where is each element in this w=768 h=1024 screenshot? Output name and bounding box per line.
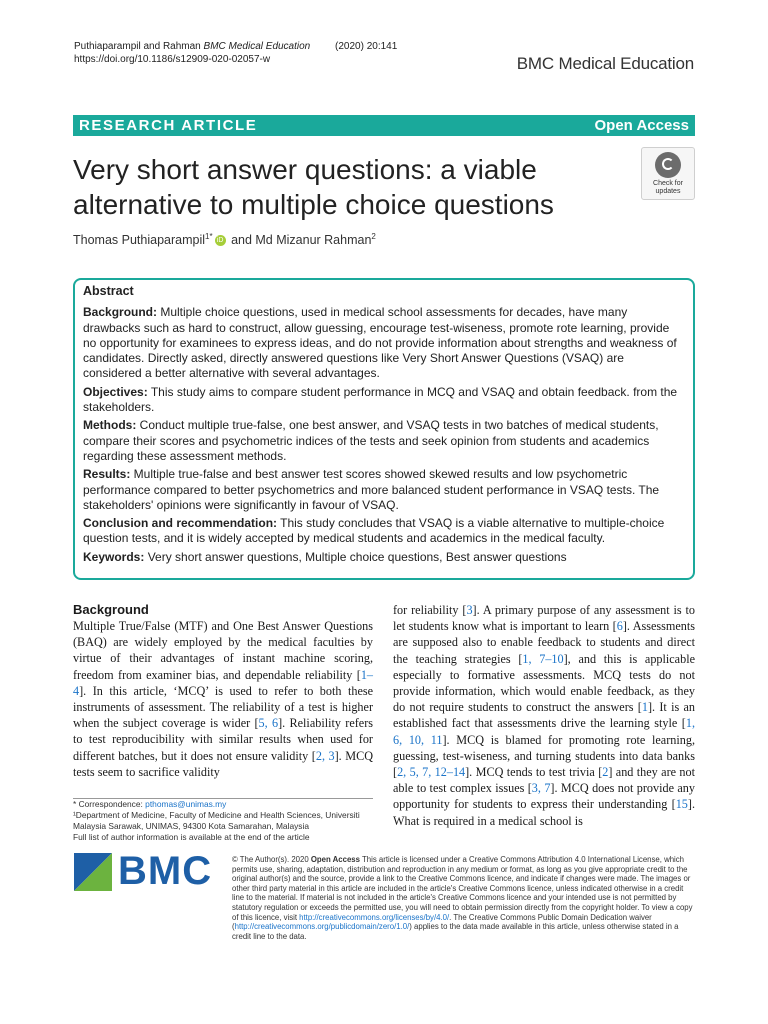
- abstract-keywords: [83, 550, 683, 565]
- body-column-left: [73, 602, 373, 780]
- abstract-background-text: Multiple choice questions, used in medical school assessments for decades, have many drawbacks such as hard to construct, allow guessing, encourage test-wiseness, promote rote learning, provide no opportunity for examinees to express ideas, and do not provide information about strengths and weakness of candidates. Directly asked, directly answered questions like Very Short Answer Questions (VSAQ) are considered a better alternative with several advantages.: [83, 305, 677, 381]
- body-column-right: [393, 602, 695, 829]
- body-text: ]. MCQ tends to test trivia [: [465, 765, 603, 780]
- body-paragraph-left: [73, 618, 373, 780]
- author-1-affil: 1*: [205, 232, 213, 241]
- body-text: ]. In this article, ‘MCQ’ is used to refer to both these instruments of assessment. The reliability of a test is higher when the subject coverage is wider [: [73, 683, 373, 731]
- author-2-affil: 2: [371, 232, 376, 241]
- citation-link[interactable]: 2, 3: [315, 748, 335, 763]
- citation-authors: Puthiaparampil and Rahman: [74, 41, 201, 52]
- license-text: This article is licensed under a Creative Commons Attribution 4.0 International License, which permits use, sharing, adaptation, distribution and reproduction in any medium or format, as long as you give appropriate credit to the original author(s) and the source, provide a link to the Creative Commons licence, and indicate if changes were made. The images or other third party material in this article are included in the article's Creative Commons licence, unless indicated otherwise in a credit line to the material. If material is not included in the article's Creative Commons licence and your intended use is not permitted by statutory regulation or exceeds the permitted use, you will need to obtain permission directly from the copyright holder. To view a copy of this licence, visit: [232, 855, 693, 922]
- abstract-results-label: Results:: [83, 467, 131, 482]
- license-text: ) applies to the data made available in this article, unless otherwise stated in a credit line to the data.: [232, 922, 679, 941]
- abstract-methods: [83, 418, 683, 464]
- abstract-keywords-text: Very short answer questions, Multiple choice questions, Best answer questions: [144, 549, 567, 564]
- license-text: © The Author(s). 2020: [232, 855, 311, 864]
- citation-link[interactable]: 2, 5, 7, 12–14: [397, 765, 466, 780]
- section-heading-background: Background: [73, 602, 149, 617]
- body-text: for reliability [: [393, 603, 467, 617]
- journal-brand: BMC Medical Education: [516, 54, 694, 73]
- bmc-logo-icon: [74, 853, 112, 891]
- correspondence-label: * Correspondence:: [73, 799, 146, 809]
- abstract-heading: Abstract: [83, 284, 134, 298]
- license-link[interactable]: http://creativecommons.org/licenses/by/4.0/: [299, 912, 450, 922]
- abstract-keywords-label: Keywords:: [83, 549, 145, 564]
- body-text: ]. MCQ does not provide any opportunity for students to express their understanding [: [393, 781, 695, 812]
- article-title: Very short answer questions: a viable alternative to multiple choice questions: [73, 154, 554, 220]
- body-text: ]. What is required in a medical school is: [393, 797, 695, 828]
- abstract-results: [83, 467, 683, 513]
- correspondence-email[interactable]: pthomas@unimas.my: [145, 799, 227, 809]
- abstract-methods-label: Methods:: [83, 418, 137, 433]
- abstract-background: [83, 305, 683, 381]
- abstract-objectives-text: This study aims to compare student performance in MCQ and VSAQ and obtain feedback. from the stakeholders.: [83, 384, 678, 415]
- author-list: [73, 232, 376, 247]
- body-text: ]. MCQ tests seem to sacrifice validity: [73, 748, 374, 779]
- citation-link[interactable]: 1, 6, 10, 11: [393, 716, 695, 747]
- citation-header: [74, 40, 397, 66]
- citation-journal: BMC Medical Education: [203, 41, 311, 52]
- check-updates-icon: [655, 152, 681, 178]
- abstract-background-label: Background:: [83, 305, 158, 320]
- citation-link[interactable]: 5, 6: [258, 716, 279, 731]
- license-text: . The Creative Commons Public Domain Dedication waiver (: [232, 912, 652, 932]
- body-text: Multiple True/False (MTF) and One Best Answer Questions (BAQ) are widely employed by the medical faculties by virtue of their advantages of instant machine scoring, freedom from examiner bias, and dependable reliability [: [73, 619, 373, 682]
- citation-link[interactable]: 1, 7–10: [522, 651, 564, 666]
- body-text: ]. Assessments are supposed also to enable feedback to students and direct the teaching strategies [: [393, 619, 695, 666]
- full-author-info-note: Full list of author information is available at the end of the article: [73, 832, 310, 842]
- abstract-conclusion-text: This study concludes that VSAQ is a viable alternative to multiple-choice question tests, and it is widely accepted by medical students and academics in the medical faculty.: [83, 516, 665, 546]
- body-paragraph-right: [393, 602, 695, 829]
- body-text: ]. MCQ is blamed for promoting rote learning, guessing, test-wiseness, and turning students into data banks [: [393, 732, 695, 780]
- citation-link[interactable]: 2: [602, 765, 609, 780]
- citation-link[interactable]: 3, 7: [531, 781, 551, 796]
- citation-link[interactable]: 1: [641, 700, 648, 715]
- check-updates-line2: updates: [655, 188, 681, 195]
- body-text: ]. It is an established fact that assessments drive the learning style [: [393, 700, 695, 731]
- open-access-label: Open Access: [594, 117, 689, 134]
- author-2[interactable]: and Md Mizanur Rahman: [231, 233, 372, 248]
- citation-link[interactable]: 3: [466, 603, 473, 617]
- affiliation: ¹Department of Medicine, Faculty of Medicine and Health Sciences, Universiti Malaysia Sarawak, UNIMAS, 94300 Kota Samarahan, Malaysia: [73, 810, 360, 831]
- citation-year: (2020) 20:141: [335, 41, 398, 52]
- body-text: ]. A primary purpose of any assessment is to let students know what is important to learn [: [393, 603, 695, 634]
- citation-link[interactable]: 15: [675, 797, 688, 812]
- license-open-access: Open Access: [310, 855, 360, 864]
- license-statement: [232, 855, 696, 941]
- check-updates-line1: Check for: [653, 180, 683, 187]
- abstract-objectives-label: Objectives:: [83, 384, 148, 399]
- bmc-logo-text: BMC: [118, 849, 213, 893]
- abstract-results-text: Multiple true-false and best answer test scores showed skewed results and low psychometric performance compared to better psychometrics and more balanced student performance in VSAQ tests. The stakeholders' opinions were significantly in favour of VSAQ.: [83, 467, 660, 512]
- orcid-icon[interactable]: iD: [215, 235, 226, 246]
- abstract-objectives: [83, 385, 683, 416]
- body-text: ], and this is applicable especially to formative assessments. MCQ tests do not provide information, which would enable feedback, as they do not require students to construct the answers [: [393, 651, 695, 715]
- check-for-updates-button[interactable]: [641, 147, 695, 200]
- abstract-box: [73, 278, 695, 580]
- citation-line: [74, 40, 397, 53]
- article-banner: [73, 115, 695, 136]
- footnote: [73, 798, 373, 843]
- body-text: ]. Reliability refers to test reproducibility with similar results when used for different batches, but it does not ensure validity [: [73, 716, 373, 763]
- abstract-methods-text: Conduct multiple true-false, one best answer, and VSAQ tests in two batches of medical students, compare their scores and psychometric indices of the tests and seek opinion from students and academics regarding these assessment methods.: [83, 418, 659, 463]
- check-updates-text: [653, 180, 683, 196]
- article-type-label: RESEARCH ARTICLE: [79, 117, 258, 134]
- cc0-link[interactable]: http://creativecommons.org/publicdomain/zero/1.0/: [234, 922, 410, 932]
- body-text: ] and they are not able to test complex issues [: [393, 765, 695, 796]
- bmc-logo[interactable]: [74, 849, 212, 894]
- doi-link[interactable]: https://doi.org/10.1186/s12909-020-02057-w: [74, 54, 271, 65]
- citation-link[interactable]: 6: [616, 619, 623, 634]
- abstract-conclusion-label: Conclusion and recommendation:: [83, 516, 278, 531]
- citation-link[interactable]: 1–4: [73, 667, 373, 698]
- correspondence: [73, 799, 373, 810]
- abstract-conclusion: [83, 516, 683, 547]
- author-1[interactable]: Thomas Puthiaparampil: [73, 233, 206, 248]
